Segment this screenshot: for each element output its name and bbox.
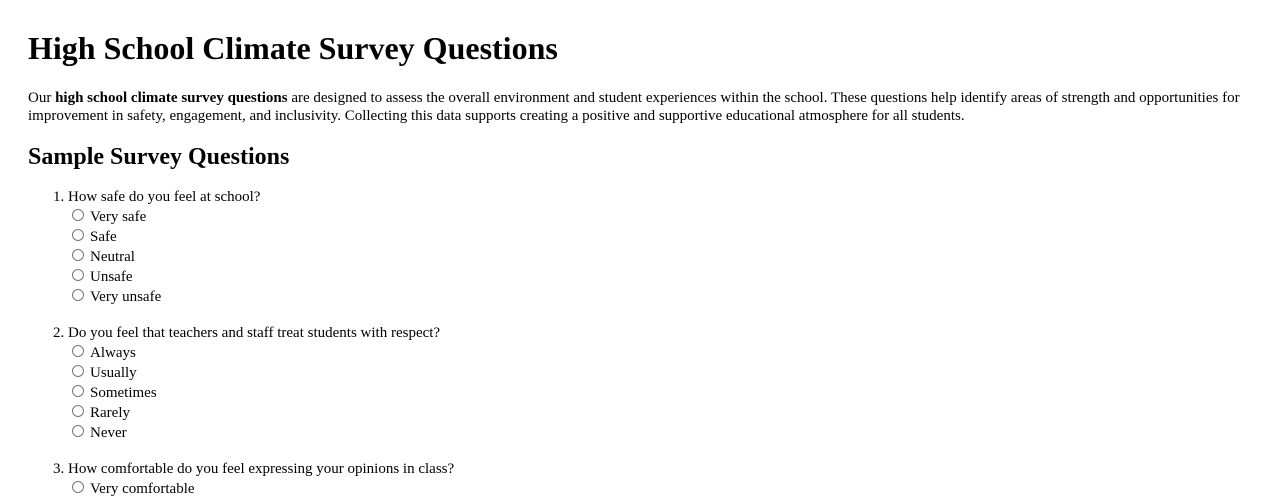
radio-button[interactable] (72, 405, 84, 417)
question-text: Do you feel that teachers and staff treat students with respect? (68, 325, 441, 341)
option-label: Unsafe (90, 269, 133, 285)
radio-button[interactable] (72, 385, 84, 397)
question-text: How safe do you feel at school? (68, 189, 261, 205)
intro-text: Our (28, 90, 56, 106)
option[interactable] (72, 247, 1250, 267)
option[interactable] (72, 267, 1250, 287)
question-list (28, 187, 1250, 499)
option-label: Sometimes (90, 385, 157, 401)
option-label: Very safe (90, 209, 147, 225)
option[interactable] (72, 207, 1250, 227)
options (72, 343, 1250, 443)
survey-question (68, 187, 1250, 307)
radio-button[interactable] (72, 269, 84, 281)
option-label: Very comfortable (90, 481, 195, 497)
option[interactable] (72, 423, 1250, 443)
option[interactable] (72, 383, 1250, 403)
radio-button[interactable] (72, 289, 84, 301)
option-label: Never (90, 425, 127, 441)
radio-button[interactable] (72, 209, 84, 221)
intro-bold: high school climate survey questions (55, 90, 288, 106)
option-label: Very unsafe (90, 289, 162, 305)
option-label: Always (90, 345, 136, 361)
option[interactable] (72, 343, 1250, 363)
section-title: Sample Survey Questions (28, 144, 290, 170)
option-label: Safe (90, 229, 117, 245)
radio-button[interactable] (72, 345, 84, 357)
radio-button[interactable] (72, 425, 84, 437)
option[interactable] (72, 227, 1250, 247)
intro-text: are designed to assess the overall environment and student experiences within the school. These questions help identify areas of strength and opportunities for improvement in safety, engagement, and inclusivity. Collecting this data supports creating a positive and supportive educational atmosphere for all students. (28, 90, 1240, 124)
option-label: Usually (90, 365, 137, 381)
options (72, 207, 1250, 307)
radio-button[interactable] (72, 249, 84, 261)
radio-button[interactable] (72, 229, 84, 241)
question-text: How comfortable do you feel expressing your opinions in class? (68, 461, 455, 477)
intro-paragraph (28, 89, 1250, 125)
option[interactable] (72, 479, 1250, 499)
page-title: High School Climate Survey Questions (28, 30, 558, 66)
survey-question (68, 459, 1250, 499)
options (72, 479, 1250, 499)
option[interactable] (72, 287, 1250, 307)
survey-question (68, 323, 1250, 443)
option[interactable] (72, 403, 1250, 423)
radio-button[interactable] (72, 481, 84, 493)
option[interactable] (72, 363, 1250, 383)
option-label: Neutral (90, 249, 135, 265)
option-label: Rarely (90, 405, 130, 421)
radio-button[interactable] (72, 365, 84, 377)
